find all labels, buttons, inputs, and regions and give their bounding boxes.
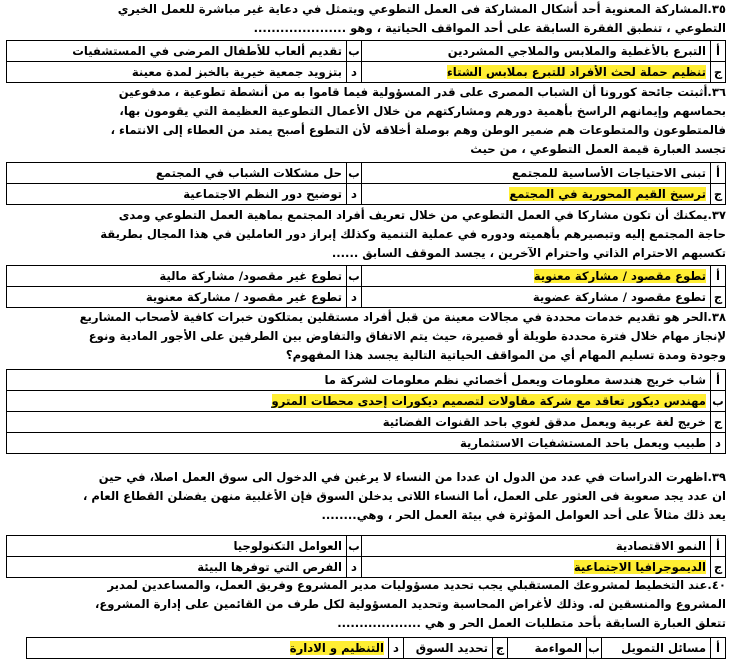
option-letter: د (389, 638, 404, 659)
option-letter: د (711, 433, 726, 454)
question-35 (6, 0, 726, 38)
option-36-c-text: ترسيخ القيم المحورية في المجتمع (509, 187, 706, 201)
option-38-c[interactable]: خريج لغة عربية ويعمل مدقق لغوي باحد القنوات الفضائية (7, 412, 711, 433)
question-37-line-1: ٣٧.يمكنك أن تكون مشاركا في العمل التطوعي من خلال تعريف أفراد المجتمع بماهية العمل التطوعي ومدى (118, 208, 726, 222)
question-38 (6, 308, 726, 365)
option-36-a[interactable]: تبنى الاحتياجات الأساسية للمجتمع (362, 163, 711, 184)
option-35-c-text: تنظيم حملة لحث الأفراد للتبرع بملابس الشتاء (446, 65, 706, 79)
option-35-a[interactable]: التبرع بالأغطية والملابس والملاجي المشردين (362, 41, 711, 62)
option-40-a[interactable]: مسائل التمويل (602, 638, 711, 659)
option-letter: ج (711, 184, 726, 205)
question-36-line-4: تجسد العبارة قيمة العمل التطوعي ، من حيث (470, 142, 726, 156)
question-40-line-3: تتعلق العبارة السابقة بأحد متطلبات العمل الحر و هي ................... (337, 616, 726, 630)
option-38-b-text: مهندس ديكور تعاقد مع شركة مقاولات لتصميم ديكورات إحدى محطات المترو (271, 394, 706, 408)
question-39-line-3: يعد ذلك مثالاً على أحد العوامل المؤثرة في بيئة العمل الحر ، وهي........ (321, 508, 726, 522)
option-40-c[interactable]: تحديد السوق (404, 638, 493, 659)
option-40-d[interactable] (27, 638, 389, 659)
option-letter: أ (711, 536, 726, 557)
question-35-line-2: التطوعي ، تنطبق الفقرة السابقة على أحد المواقف الحياتية ، وهو ..................... (253, 21, 726, 35)
question-39-line-2: ان عدد يجد صعوبة فى العثور على العمل، أما النساء اللاتى يدخلن السوق فإن الأغلبية منهن يفضلن القطاع العام ، (82, 489, 726, 503)
option-37-b[interactable]: تطوع غير مقصود/ مشاركة مالية (7, 266, 347, 287)
question-38-line-2: لإنجاز مهام خلال فترة محددة طويلة أو قصيرة، حيث يتم الاتفاق والتفاوض بين الطرفين على الأجور المادية ونوع (88, 329, 726, 343)
option-35-b[interactable]: تقديم ألعاب للأطفال المرضى في المستشفيات (7, 41, 347, 62)
question-35-line-1: ٣٥.المشاركة المعنوية أحد أشكال المشاركة فى العمل التطوعي ويتمثل في دعاية غير مباشرة للعمل الخيري (117, 2, 726, 16)
option-39-c[interactable] (362, 557, 711, 578)
option-37-a-text: تطوع مقصود / مشاركة معنوية (533, 269, 706, 283)
option-40-b[interactable]: المواءمة (508, 638, 587, 659)
option-letter: ج (493, 638, 508, 659)
option-38-a[interactable]: شاب خريج هندسة معلومات ويعمل أخصائي نظم معلومات لشركة ما (7, 370, 711, 391)
option-36-d[interactable]: توضيح دور النظم الاجتماعية (7, 184, 347, 205)
option-letter: ج (711, 62, 726, 83)
question-39-line-1: ٣٩.اظهرت الدراسات في عدد من الدول ان عددا من النساء لا يرغبن في الدخول الى سوق العمل اصلا، في حين (98, 470, 726, 484)
option-36-b[interactable]: حل مشكلات الشباب في المجتمع (7, 163, 347, 184)
option-37-c[interactable]: تطوع مقصود / مشاركة عضوية (362, 287, 711, 308)
question-40-options (26, 637, 726, 659)
option-37-d[interactable]: تطوع غير مقصود / مشاركة معنوية (7, 287, 347, 308)
option-letter: د (347, 287, 362, 308)
question-40-line-2: المشروع والمنسقين له. وذلك لأغراض المحاسبة وتحديد المسؤولية لكل طرف من القائمين على إدارة المشروع، (94, 597, 726, 611)
question-39 (6, 468, 726, 525)
question-36-line-3: فالمتطوعون والمتطوعات هم ضمير الوطن وهم بوصلة أخلاقه لأن التطوع أصبح يمتد من العطاء إلى الانتماء ، (110, 123, 726, 137)
option-letter: د (347, 557, 362, 578)
option-39-b[interactable]: العوامل التكنولوجيا (7, 536, 347, 557)
question-40 (6, 576, 726, 633)
option-35-c[interactable] (362, 62, 711, 83)
option-37-a[interactable] (362, 266, 711, 287)
option-letter: ج (711, 557, 726, 578)
question-36 (6, 83, 726, 159)
option-40-d-text: التنظيم و الادارة (289, 641, 384, 655)
question-36-line-2: بحماسهم وإيمانهم الراسخ بأهمية دورهم ومشاركتهم من خلال الأعمال التطوعية العظيمة التي يقومون بها، (119, 104, 726, 118)
option-36-c[interactable] (362, 184, 711, 205)
option-letter: ب (587, 638, 602, 659)
option-35-d[interactable]: بتزويد جمعية خيرية بالخبز لمدة معينة (7, 62, 347, 83)
option-letter: أ (711, 370, 726, 391)
question-37-line-2: حاجة المجتمع إليه وتبصيرهم بأهميته ودوره في عملية التنمية وكذلك إبراز دور العاملين في هذا المجال بطريقة (100, 227, 726, 241)
option-letter: د (347, 184, 362, 205)
option-letter: أ (711, 163, 726, 184)
option-39-d[interactable]: الفرص التي توفرها البيئة (7, 557, 347, 578)
option-38-d[interactable]: طبيب ويعمل باحد المستشفيات الاستثمارية (7, 433, 711, 454)
option-letter: ب (347, 266, 362, 287)
option-letter: ب (711, 391, 726, 412)
question-39-options (6, 535, 726, 578)
question-38-options (6, 369, 726, 454)
option-letter: ج (711, 287, 726, 308)
option-letter: أ (711, 266, 726, 287)
question-36-options (6, 162, 726, 205)
option-38-b[interactable] (7, 391, 711, 412)
option-39-a[interactable]: النمو الاقتصادية (362, 536, 711, 557)
question-37-options (6, 265, 726, 308)
question-40-line-1: ٤٠.عند التخطيط لمشروعك المستقبلي يجب تحديد مسؤوليات مدير المشروع وفريق العمل، والمساعدين لمدير (107, 578, 726, 592)
question-37 (6, 206, 726, 263)
question-36-line-1: ٣٦.أثبتت جائحة كورونا أن الشباب المصرى على قدر المسؤولية فيما قاموا به من أنشطة تطوعية ، مدفوعين (118, 85, 726, 99)
option-letter: د (347, 62, 362, 83)
option-letter: ب (347, 41, 362, 62)
option-letter: ب (347, 163, 362, 184)
question-37-line-3: تكسبهم الاحترام الذاتي واحترام الآخرين ، يجسد الموقف السابق ...... (331, 246, 726, 260)
option-letter: أ (711, 41, 726, 62)
option-letter: ب (347, 536, 362, 557)
option-letter: أ (711, 638, 726, 659)
option-39-c-text: الديموجرافيا الاجتماعية (573, 560, 706, 574)
question-35-options (6, 40, 726, 83)
question-38-line-3: وجودة ومدة تسليم المهام أي من المواقف الحياتية التالية يجسد هذا المفهوم؟ (285, 348, 726, 362)
option-letter: ج (711, 412, 726, 433)
question-38-line-1: ٣٨.الحر هو تقديم خدمات محددة في مجالات معينة من قبل أفراد مستقلين يمتلكون خبرات كافية لأصحاب المشاريع (79, 310, 726, 324)
